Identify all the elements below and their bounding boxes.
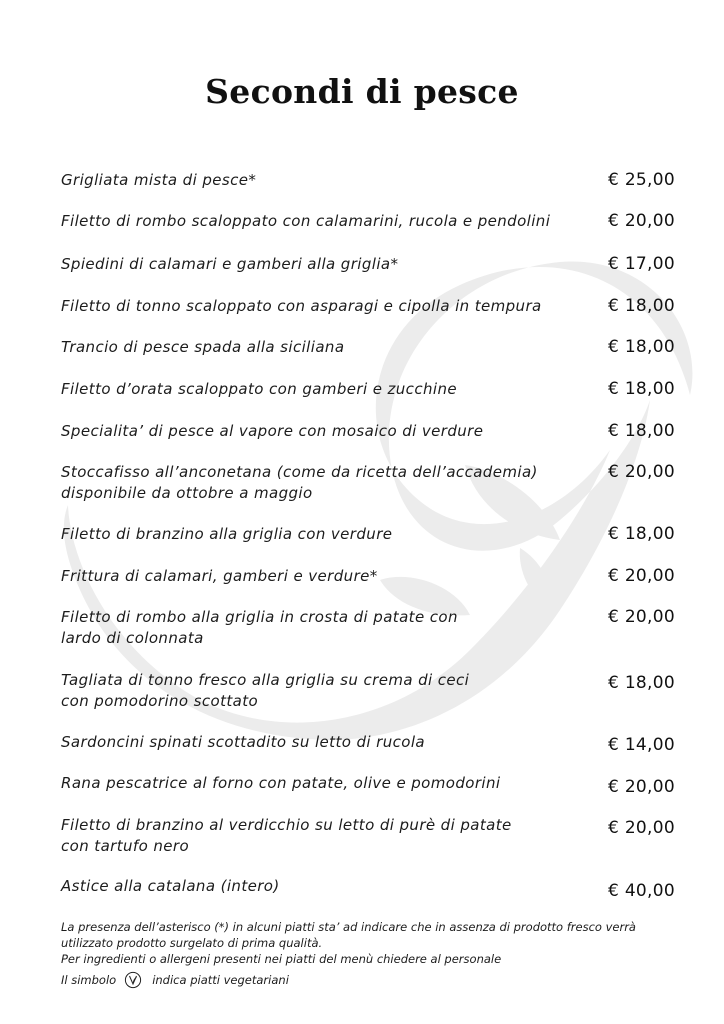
dish-price: € 18,00 — [608, 673, 675, 693]
dish-name: Rana pescatrice al forno con patate, olive e pomodorini — [61, 774, 501, 792]
dish-name: Spiedini di calamari e gamberi alla griglia* — [61, 255, 399, 273]
veg-legend-prefix: Il simbolo — [61, 973, 117, 987]
dish-name: Filetto di branzino alla griglia con verdure — [61, 525, 393, 543]
dish-price: € 20,00 — [608, 607, 675, 627]
dish-price: € 20,00 — [608, 211, 675, 231]
dish-name: Filetto di tonno scaloppato con asparagi e cipolla in tempura — [61, 297, 542, 315]
page-title: Secondi di pesce — [205, 72, 519, 111]
dish-name: Frittura di calamari, gamberi e verdure* — [61, 567, 378, 585]
dish-name: Sardoncini spinati scottadito su letto di rucola — [61, 733, 425, 751]
dish-name-line2: con pomodorino scottato — [61, 692, 259, 710]
veg-legend-suffix: indica piatti vegetariani — [152, 973, 289, 987]
dish-price: € 20,00 — [608, 462, 675, 482]
footnote-asterisk: La presenza dell’asterisco (*) in alcuni piatti sta’ ad indicare che in assenza di prodotto fresco verrà — [61, 920, 636, 934]
dish-price: € 18,00 — [608, 379, 675, 399]
dish-price: € 20,00 — [608, 777, 675, 797]
dish-name: Filetto di rombo scaloppato con calamarini, rucola e pendolini — [61, 212, 551, 230]
dish-name-line1: Tagliata di tonno fresco alla griglia su crema di ceci — [61, 671, 470, 689]
dish-price: € 20,00 — [608, 818, 675, 838]
dish-name-line1: Stoccafisso all’anconetana (come da ricetta dell’accademia) — [61, 463, 538, 481]
dish-name: Grigliata mista di pesce* — [61, 171, 257, 189]
dish-name-line1: Filetto di rombo alla griglia in crosta di patate con — [61, 608, 458, 626]
dish-price: € 40,00 — [608, 881, 675, 901]
footnote-allergens: Per ingredienti o allergeni presenti nei piatti del menù chiedere al personale — [61, 952, 502, 966]
footnotes — [61, 919, 681, 989]
vegetarian-icon — [124, 971, 142, 989]
dish-price: € 18,00 — [608, 421, 675, 441]
dish-name — [61, 815, 581, 857]
dish-price: € 18,00 — [608, 337, 675, 357]
dish-price: € 25,00 — [608, 170, 675, 190]
dish-name — [61, 670, 581, 712]
dish-price: € 20,00 — [608, 566, 675, 586]
vegetarian-legend — [61, 971, 681, 989]
dish-name — [61, 607, 581, 649]
dish-name-line2: lardo di colonnata — [61, 629, 204, 647]
dish-price: € 17,00 — [608, 254, 675, 274]
dish-name-line1: Filetto di branzino al verdicchio su letto di purè di patate — [61, 816, 512, 834]
dish-name: Specialita’ di pesce al vapore con mosaico di verdure — [61, 422, 484, 440]
dish-name-line2: disponibile da ottobre a maggio — [61, 484, 313, 502]
dish-name: Astice alla catalana (intero) — [61, 877, 280, 895]
footnote-asterisk-cont: utilizzato prodotto surgelato di prima qualità. — [61, 936, 323, 950]
dish-price: € 18,00 — [608, 296, 675, 316]
dish-name — [61, 462, 581, 504]
dish-name: Filetto d’orata scaloppato con gamberi e zucchine — [61, 380, 457, 398]
dish-name-line2: con tartufo nero — [61, 837, 190, 855]
dish-price: € 14,00 — [608, 735, 675, 755]
dish-price: € 18,00 — [608, 524, 675, 544]
dish-name: Trancio di pesce spada alla siciliana — [61, 338, 345, 356]
